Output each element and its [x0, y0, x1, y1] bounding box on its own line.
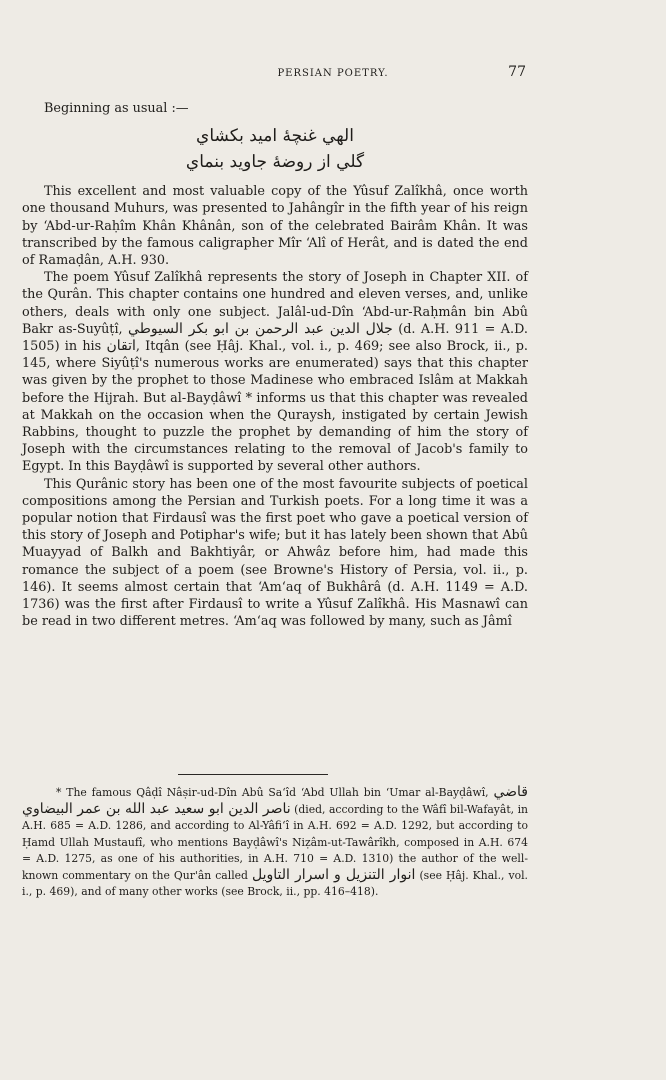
paragraph-2-text-b: (d. A.H. 911 = A.D. 1505) in his	[22, 321, 528, 355]
persian-verses	[22, 123, 528, 175]
footnote-text-c: (see Ḥâj. Khal., vol. i., p. 469), and of many other works (see Brock, ii., pp. 416–418).	[22, 869, 528, 899]
running-head: PERSIAN POETRY.	[277, 68, 389, 79]
footnote-paragraph	[22, 784, 528, 900]
footnote-text-b: (died, according to the Wâfî bil-Wafayât, in A.H. 685 = A.D. 1286, and according to Al-Yâfi‘î in A.H. 692 = A.D. 1292, but according to Ḥamd Ullah Mustaufî, who mentions Bayḍâwî's Niẓâm-ut-Tawârîkh, composed in A.H. 674 = A.D. 1275, as one of his authorities, in A.H. 710 = A.D. 1310) the author of the well-known commentary on the Qur'ân called	[22, 803, 529, 883]
footnote-text-a: * The famous Qâḍî Nâṣir-ud-Dîn Abû Sa‘îd ‘Abd Ullah bin ‘Umar al-Bayḍâwî,	[56, 786, 489, 799]
paragraph-2-text-a: The poem Yûsuf Zalîkhâ represents the story of Joseph in Chapter XII. of the Qurân. This chapter contains one hundred and eleven verses, and, unlike others, deals with only one subject. Jalâl-ud-Dîn ‘Abd-ur-Raḥmân bin Abû Bakr as-Suyûṭî,	[22, 270, 528, 337]
footnote-arabic-name: قاضي ناصر الدين ابو سعيد عبد الله بن عمر البيضاوي	[22, 784, 528, 818]
main-text	[22, 100, 528, 630]
verse-line-2: گلي از روضهٔ جاويد بنماي	[185, 152, 365, 173]
paragraph-2	[22, 269, 528, 475]
intro-line: Beginning as usual :—	[44, 101, 189, 116]
paragraph-3: This Qurânic story has been one of the most favourite subjects of poetical compositions among the Persian and Turkish poets. For a long time it was a popular notion that Firdausî was the first poet who gave a poetical version of this story of Joseph and Potiphar's wife; but it has lately been shown that Abû Muayyad of Balkh and Bakhtiyâr, or Ahwâz before him, had made this romance the subject of a poem (see Browne's History of Persia, vol. ii., p. 146). It seems almost certain that ‘Am‘aq of Bukhârâ (d. A.H. 1149 = A.D. 1736) was the first after Firdausî to write a Yûsuf Zalîkhâ. His Masnawî can be read in two different metres. ‘Am‘aq was followed by many, such as Jâmî	[22, 476, 528, 630]
page-number: 77	[508, 64, 526, 80]
paragraph-2-arabic-title: اتقان	[106, 338, 136, 355]
footnote-arabic-title: انوار التنزيل و اسرار التاويل	[252, 867, 416, 884]
footnote-divider	[178, 774, 328, 775]
paragraph-2-text-c: , Itqân (see Ḥâj. Khal., vol. i., p. 469; see also Brock, ii., p. 145, where Siyûṭî's numerous works are enumerated) says that this chapter was given by the prophet to those Madinese who embraced Islâm at Makkah before the Hijrah. But al-Bayḍâwî * informs us that this chapter was revealed at Makkah on the occasion when the Quraysh, instigated by certain Jewish Rabbins, thought to puzzle the prophet by demanding of him the story of Joseph with the circumstances relating to the removal of Jacob's family to Egypt. In this Bayḍâwî is supported by several other authors.	[22, 339, 528, 475]
paragraph-2-arabic-name: جلال الدين عبد الرحمن بن ابو بكر السيوطي	[128, 320, 393, 337]
footnote	[22, 784, 528, 900]
verse-line-1: الهي غنچهٔ اميد بكشاي	[196, 126, 354, 147]
page-header	[0, 64, 666, 84]
paragraph-1: This excellent and most valuable copy of the Yûsuf Zalîkhâ, once worth one thousand Muhurs, was presented to Jahângîr in the fifth year of his reign by ‘Abd-ur-Raḥîm Khân Khânân, son of the celebrated Bairâm Khân. It was transcribed by the famous caligrapher Mîr ‘Alî of Herât, and is dated the end of Ramaḍân, A.H. 930.	[22, 184, 528, 269]
